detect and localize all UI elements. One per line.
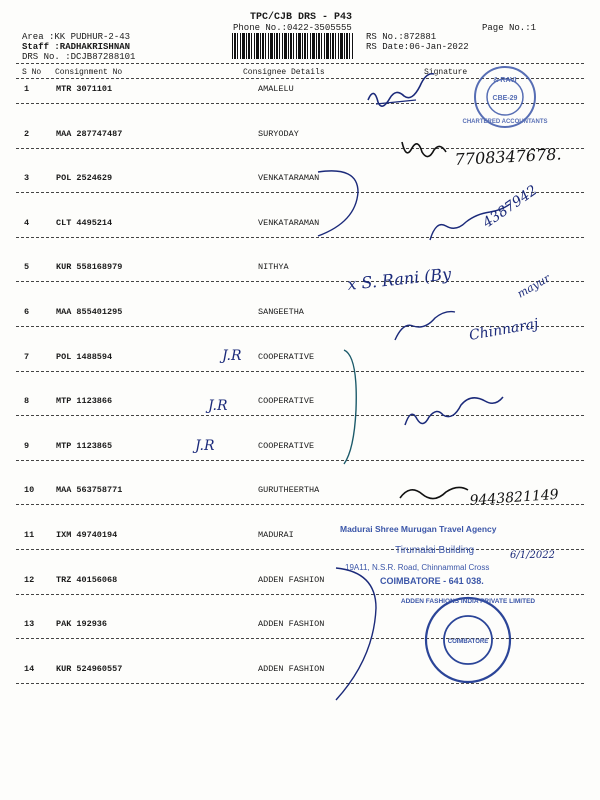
row-serial-number: 7 xyxy=(24,352,30,362)
row-serial-number: 10 xyxy=(24,485,35,495)
stamp-travel-line-4: COIMBATORE - 641 038. xyxy=(380,576,484,586)
stamp-adden-center: COIMBATORE xyxy=(447,639,489,645)
row-serial-number: 4 xyxy=(24,218,30,228)
area-label: Area :KK PUDHUR-2-43 xyxy=(22,32,131,42)
chartered-accountants-stamp xyxy=(463,67,548,127)
barcode xyxy=(232,33,354,59)
bracket-rows-3-4 xyxy=(318,171,358,236)
row-consignee-name: SANGEETHA xyxy=(258,307,304,317)
row-divider xyxy=(16,237,584,238)
row-consignee-name: SURYODAY xyxy=(258,129,299,139)
row-divider xyxy=(16,371,584,372)
row-consignee-name: ADDEN FASHION xyxy=(258,664,325,674)
handwritten-phone-row-10: 9443821149 xyxy=(469,486,560,509)
signature-row-2 xyxy=(402,142,446,157)
row-consignee-name: ADDEN FASHION xyxy=(258,575,325,585)
row-serial-number: 5 xyxy=(24,262,30,272)
row-consignee-name: COOPERATIVE xyxy=(258,441,315,451)
row-divider xyxy=(16,460,584,461)
row-serial-number: 8 xyxy=(24,396,30,406)
row-consignment-number: MAA 855401295 xyxy=(56,307,123,317)
column-header-signature: Signature xyxy=(424,68,468,77)
handwritten-row-5-name: mayur xyxy=(515,271,553,301)
row-divider xyxy=(16,103,584,104)
row-serial-number: 3 xyxy=(24,173,30,183)
stamp-adden-ring: ADDEN FASHIONS INDIA PRIVATE LIMITED xyxy=(400,598,536,605)
row-consignment-number: MTR 3071101 xyxy=(56,84,113,94)
row-serial-number: 1 xyxy=(24,84,30,94)
stamp-travel-date: 6/1/2022 xyxy=(510,550,555,561)
row-consignment-number: TRZ 40156068 xyxy=(56,575,118,585)
row-consignee-name: VENKATARAMAN xyxy=(258,173,320,183)
row-divider xyxy=(16,638,584,639)
row-divider xyxy=(16,148,584,149)
rs-number: RS No.:872881 xyxy=(366,32,437,42)
phone-number: Phone No.:0422-3505555 xyxy=(233,23,352,33)
row-consignment-number: POL 1488594 xyxy=(56,352,113,362)
row-divider xyxy=(16,549,584,550)
row-consignment-number: IXM 49740194 xyxy=(56,530,118,540)
row-serial-number: 13 xyxy=(24,619,35,629)
row-consignee-name: VENKATARAMAN xyxy=(258,218,320,228)
row-divider xyxy=(16,504,584,505)
row-serial-number: 6 xyxy=(24,307,30,317)
divider xyxy=(16,63,584,64)
column-header-consignee: Consignee Details xyxy=(243,68,325,77)
stamp-travel-line-2: Tirumalai Building xyxy=(395,545,475,556)
adden-fashions-stamp xyxy=(401,598,536,682)
signature-row-8 xyxy=(405,397,503,425)
row-consignment-number: MAA 287747487 xyxy=(56,129,123,139)
row-consignment-number: CLT 4495214 xyxy=(56,218,113,228)
handwritten-number-row-4: 4387942 xyxy=(480,182,541,232)
row-divider xyxy=(16,326,584,327)
page-number: Page No.:1 xyxy=(482,23,537,33)
handwritten-phone-row-2: 7708347678. xyxy=(454,144,562,169)
row-serial-number: 11 xyxy=(24,530,35,540)
row-divider xyxy=(16,683,584,684)
initials-row-9: J.R xyxy=(195,438,215,454)
row-consignment-number: MAA 563758771 xyxy=(56,485,123,495)
row-serial-number: 9 xyxy=(24,441,30,451)
rs-date: RS Date:06-Jan-2022 xyxy=(366,42,469,52)
column-header-consignment: Consignment No xyxy=(55,68,123,77)
drs-number: DRS No. :DCJB87288101 xyxy=(22,52,136,62)
row-serial-number: 14 xyxy=(24,664,35,674)
stamp-travel-line-3: 19A11, N.S.R. Road, Chinnammal Cross xyxy=(345,563,490,572)
row-divider xyxy=(16,281,584,282)
divider xyxy=(16,78,584,79)
row-consignment-number: KUR 558168979 xyxy=(56,262,123,272)
travel-agency-stamp xyxy=(340,524,555,586)
row-consignee-name: COOPERATIVE xyxy=(258,396,315,406)
sheet-title: TPC/CJB DRS - P43 xyxy=(250,12,353,23)
stamp-travel-line-1: Madurai Shree Murugan Travel Agency xyxy=(340,524,497,534)
row-divider xyxy=(16,415,584,416)
bracket-rows-7-9 xyxy=(344,350,356,464)
signature-row-4 xyxy=(430,204,510,240)
row-divider xyxy=(16,192,584,193)
row-consignment-number: PAK 192936 xyxy=(56,619,108,629)
row-consignment-number: MTP 1123866 xyxy=(56,396,113,406)
row-consignment-number: POL 2524629 xyxy=(56,173,113,183)
row-consignee-name: COOPERATIVE xyxy=(258,352,315,362)
row-consignee-name: AMALELU xyxy=(258,84,294,94)
column-header-sno: S No xyxy=(22,68,42,77)
row-consignee-name: NITHYA xyxy=(258,262,289,272)
initials-row-8: J.R xyxy=(208,398,228,414)
handwritten-row-6: Chinnaraj xyxy=(467,316,540,344)
row-consignee-name: ADDEN FASHION xyxy=(258,619,325,629)
row-consignment-number: MTP 1123865 xyxy=(56,441,113,451)
staff-label: Staff :RADHAKRISHNAN xyxy=(22,42,131,52)
signature-row-10 xyxy=(400,487,468,498)
bracket-rows-12-14 xyxy=(336,568,376,700)
initials-row-7: J.R xyxy=(222,348,242,364)
row-divider xyxy=(16,594,584,595)
row-serial-number: 12 xyxy=(24,575,35,585)
stamp-ca-top: & RAVI xyxy=(493,77,517,84)
row-consignee-name: GURUTHEERTHA xyxy=(258,485,320,495)
row-serial-number: 2 xyxy=(24,129,30,139)
row-consignment-number: KUR 524960557 xyxy=(56,664,123,674)
row-consignee-name: MADURAI xyxy=(258,530,294,540)
stamp-ca-center: CBE-29 xyxy=(492,95,518,102)
stamp-ca-ring: CHARTERED ACCOUNTANTS xyxy=(462,119,548,125)
handwritten-row-5: x S. Rani (By xyxy=(346,264,453,294)
